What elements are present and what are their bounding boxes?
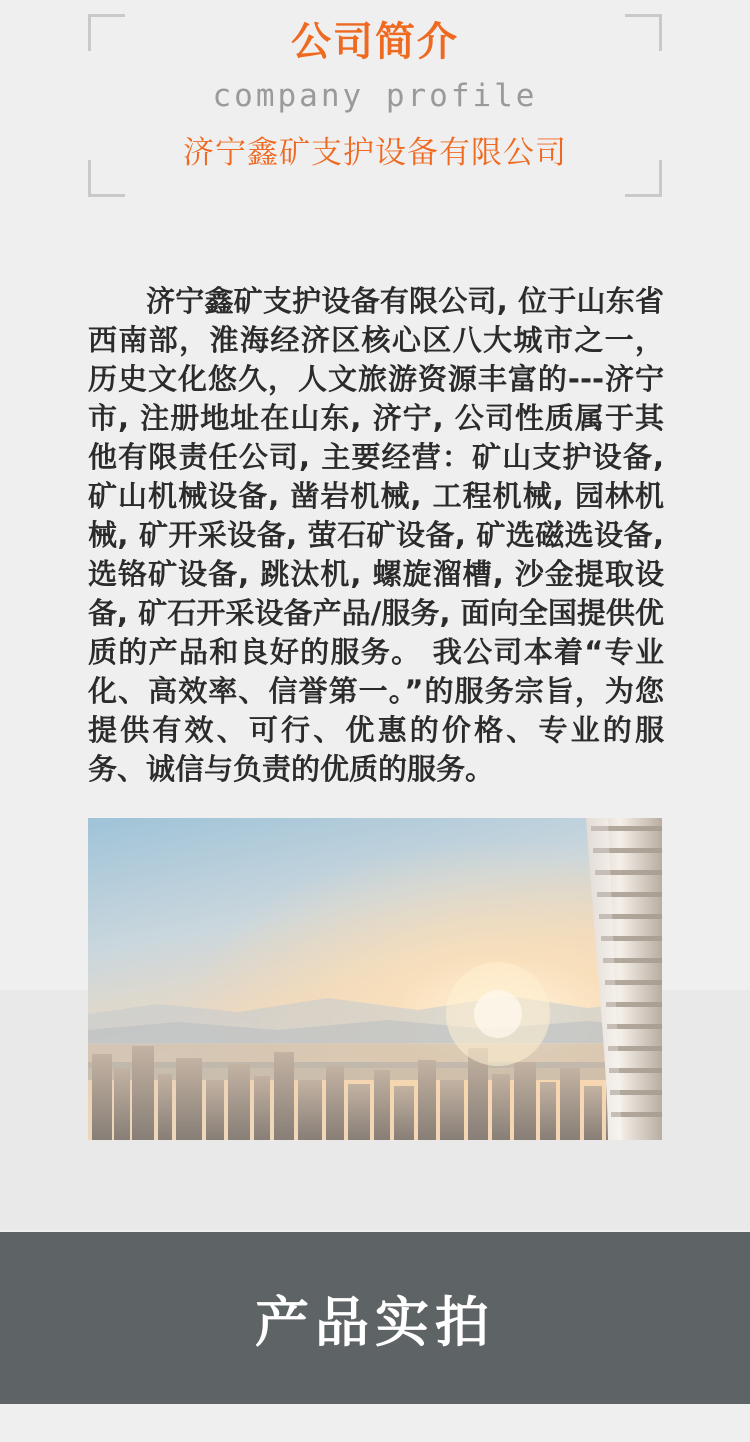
page-title: 公司简介: [291, 20, 459, 64]
corner-bracket-bottom-right-icon: [625, 160, 662, 197]
product-photos-banner: [0, 1232, 750, 1404]
product-photos-title: 产品实拍: [255, 1292, 495, 1353]
page-title-english: company profile: [212, 78, 538, 114]
profile-title-block: [0, 0, 750, 184]
bottom-strip: [0, 1404, 750, 1442]
company-photo: [88, 818, 662, 1140]
city-skyline-photo: [88, 818, 662, 1140]
corner-bracket-bottom-left-icon: [88, 160, 125, 197]
corner-bracket-top-left-icon: [88, 14, 125, 51]
corner-bracket-top-right-icon: [625, 14, 662, 51]
company-profile-body: 济宁鑫矿支护设备有限公司, 位于山东省西南部，淮海经济区核心区八大城市之一，历史文化悠久，人文旅游资源丰富的---济宁市, 注册地址在山东, 济宁, 公司性质属于其他有限责任公司, 主要经营：矿山支护设备, 矿山机械设备, 凿岩机械, 工程机械, 园林机械, 矿开采设备, 萤石矿设备, 矿选磁选设备, 选铬矿设备, 跳汰机, 螺旋溜槽, 沙金提取设备, 矿石开采设备产品/服务, 面向全国提供优质的产品和良好的服务。 我公司本着“专业化、高效率、信誉第一。”的服务宗旨，为您提供有效、可行、优惠的价格、专业的服务、诚信与负责的优质的服务。: [88, 284, 664, 786]
company-name: 济宁鑫矿支护设备有限公司: [183, 135, 567, 170]
